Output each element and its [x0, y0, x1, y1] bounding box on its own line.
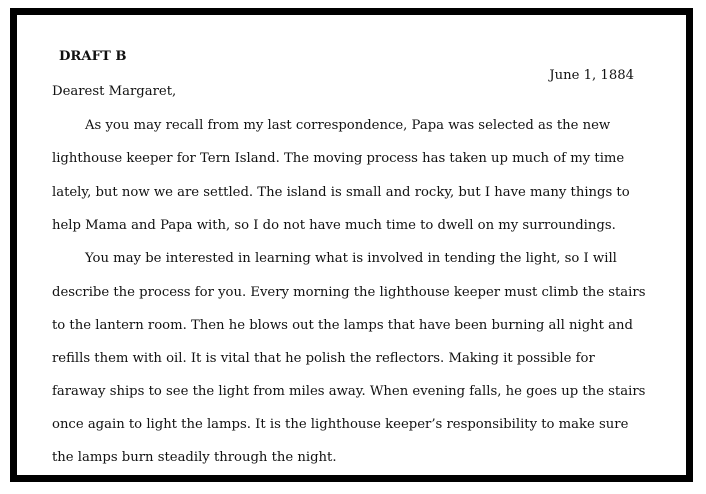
document-frame [10, 8, 693, 482]
paragraph2-line: faraway ships to see the light from miles away. When evening falls, he goes up the stairs [52, 384, 646, 399]
paragraph1-line: lately, but now we are settled. The island is small and rocky, but I have many things to [52, 185, 630, 200]
paragraph2-line: the lamps burn steadily through the night. [52, 450, 337, 465]
letter-date: June 1, 1884 [549, 68, 634, 83]
paragraph2-line: You may be interested in learning what is involved in tending the light, so I will [85, 251, 617, 266]
salutation: Dearest Margaret, [52, 84, 177, 99]
paragraph2-line: refills them with oil. It is vital that he polish the reflectors. Making it possible for [52, 351, 595, 366]
paragraph2-line: once again to light the lamps. It is the lighthouse keeper’s responsibility to make sure [52, 417, 629, 432]
paragraph1-line: As you may recall from my last correspondence, Papa was selected as the new [85, 118, 611, 133]
paragraph2-line: to the lantern room. Then he blows out the lamps that have been burning all night and [52, 318, 633, 333]
draft-heading: DRAFT B [59, 49, 127, 64]
paragraph1-line: lighthouse keeper for Tern Island. The moving process has taken up much of my time [52, 151, 625, 166]
paragraph2-line: describe the process for you. Every morning the lighthouse keeper must climb the stairs [52, 285, 646, 300]
paragraph1-line: help Mama and Papa with, so I do not have much time to dwell on my surroundings. [52, 218, 616, 233]
